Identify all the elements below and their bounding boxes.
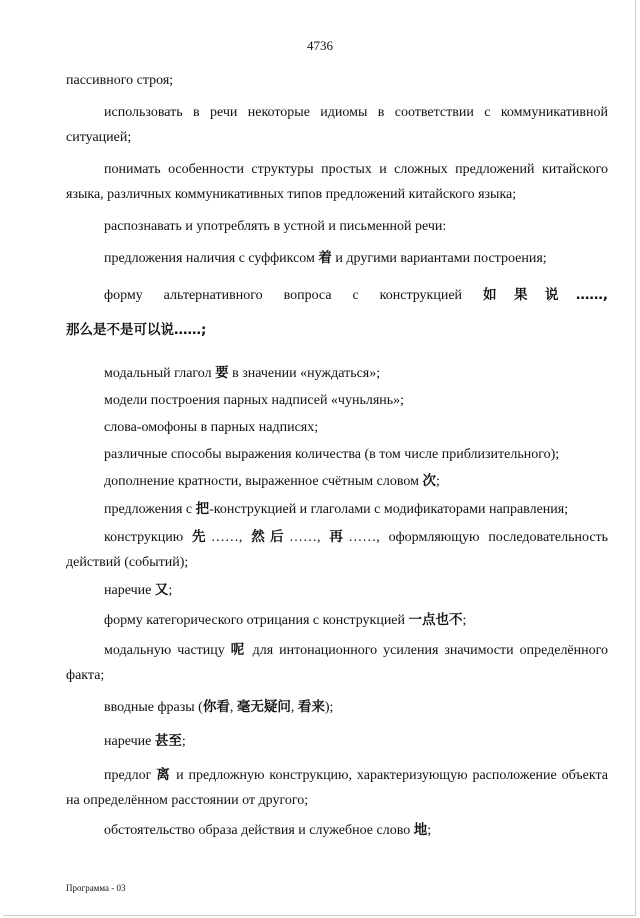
chinese-text: 再	[329, 529, 349, 545]
chinese-text: 离	[156, 767, 172, 783]
item-recognize: распознавать и употреблять в устной и письменной речи:	[104, 219, 447, 234]
chinese-text: 看来	[297, 699, 325, 715]
item-negation	[66, 608, 608, 633]
text: ,	[290, 700, 298, 715]
text: конструкцию	[104, 530, 193, 545]
document-body	[66, 68, 608, 843]
item-alt-question	[66, 283, 608, 308]
text: ;	[168, 583, 173, 598]
item-idioms: использовать в речи некоторые идиомы в соответствии с коммуникативной ситуацией;	[66, 105, 608, 145]
footer-label: Программа - 03	[66, 883, 126, 893]
chinese-text: 呢	[230, 642, 247, 658]
text: ;	[435, 474, 440, 489]
chinese-text: 着	[318, 250, 332, 266]
item-ci	[66, 469, 608, 494]
text: форму категорического отрицания с конструкцией	[104, 613, 409, 628]
text: ……,	[289, 530, 330, 545]
chinese-text: 要	[215, 365, 229, 381]
item-li	[66, 763, 608, 813]
item-homophones: слова-омофоны в парных надписях;	[104, 420, 319, 435]
chinese-text: 然后	[251, 529, 289, 545]
text: ;	[462, 613, 467, 628]
text: );	[324, 700, 334, 715]
chinese-text: 那么是不是可以说……;	[66, 322, 207, 338]
item-alt-question-cont	[66, 318, 608, 343]
chinese-text: 一点也不	[408, 612, 463, 628]
text: ……,	[210, 530, 252, 545]
item-zhe-suffix	[66, 246, 608, 271]
text: модальную частицу	[104, 643, 231, 658]
item-sentence-structure: понимать особенности структуры простых и сложных предложений китайского языка, различных коммуникативных типов предложений китайского языка;	[66, 162, 608, 202]
text: дополнение кратности, выраженное счётным словом	[104, 474, 423, 489]
chinese-text: 次	[422, 473, 436, 489]
chinese-text: 如果说……,	[483, 287, 608, 303]
chinese-text: 你看	[202, 699, 230, 715]
text: вводные фразы (	[104, 700, 203, 715]
chinese-text: 先	[192, 529, 211, 545]
text: обстоятельство образа действия и служебное слово	[104, 823, 414, 838]
chinese-text: 又	[154, 582, 169, 598]
item-modal-yao	[66, 361, 608, 386]
text: для интонационного усиления значимости определённого факта;	[66, 643, 609, 683]
item-couplets: модели построения парных надписей «чуньлянь»;	[104, 393, 405, 408]
text: ;	[181, 734, 186, 749]
chinese-text: 毫无疑问	[236, 699, 291, 715]
page-number: 4736	[307, 38, 333, 53]
text: предложения наличия с суффиксом	[104, 251, 319, 266]
text: в значении «нуждаться»;	[228, 366, 381, 381]
text: ;	[427, 823, 432, 838]
chinese-text: 把	[195, 501, 210, 517]
text: модальный глагол	[104, 366, 216, 381]
item-quantity: различные способы выражения количества (в том числе приблизительного);	[104, 447, 560, 462]
text: предложения с	[104, 502, 196, 517]
text: ,	[229, 700, 237, 715]
text: предлог	[104, 768, 157, 783]
text: и другими вариантами построения;	[331, 251, 547, 266]
text: ……, оформляющую последовательность действий (событий);	[66, 530, 609, 570]
item-you	[66, 578, 608, 603]
item-ne	[66, 638, 608, 688]
text: и предложную конструкцию, характеризующую расположение объекта на определённом расстоянии от другого;	[66, 768, 608, 808]
text: наречие	[104, 734, 155, 749]
text: -конструкцией и глаголами с модификаторами направления;	[209, 502, 569, 517]
line-1: пассивного строя;	[66, 73, 174, 88]
item-sequence	[66, 525, 608, 575]
item-shenzhi	[66, 729, 608, 754]
item-ba	[66, 497, 608, 522]
item-de	[66, 818, 608, 843]
item-intro-phrases	[66, 695, 608, 720]
chinese-text: 甚至	[154, 733, 182, 749]
text: форму альтернативного вопроса с конструкцией	[104, 288, 483, 303]
chinese-text: 地	[413, 822, 428, 838]
text: наречие	[104, 583, 155, 598]
